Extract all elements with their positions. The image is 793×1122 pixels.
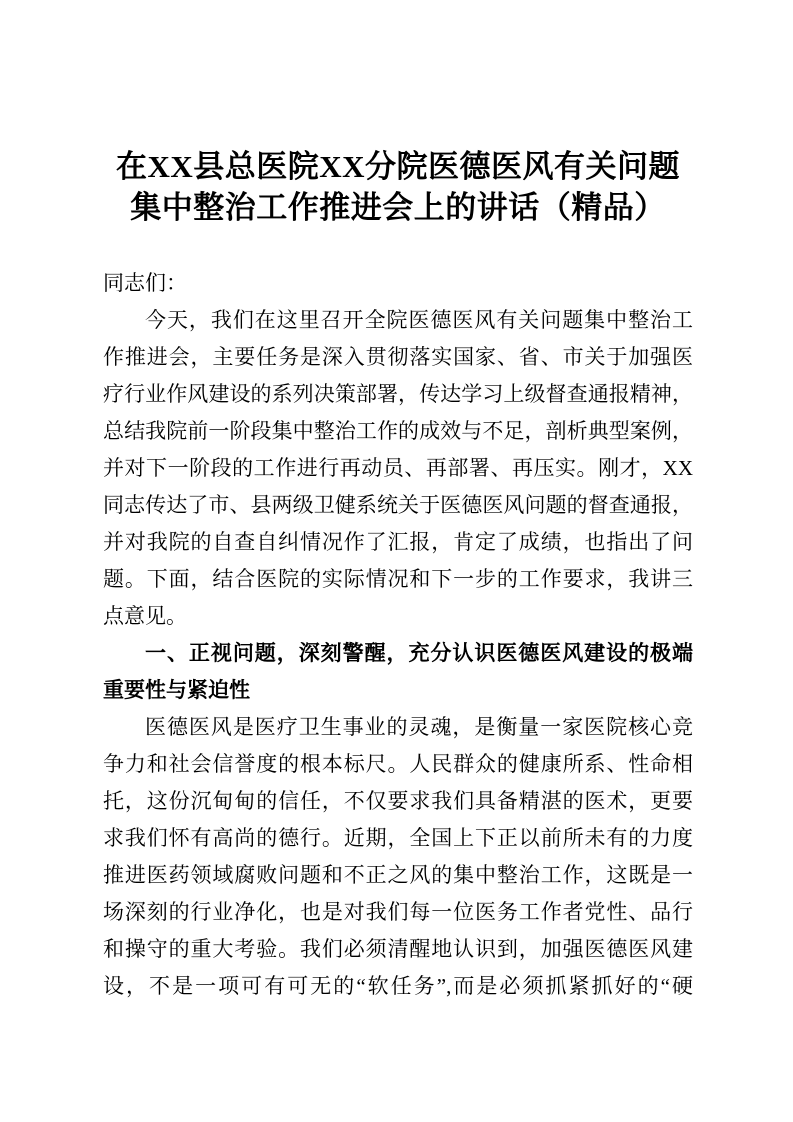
document-title-line-2: 集中整治工作推进会上的讲话（精品）	[130, 190, 666, 225]
paragraph-line: 题。下面，结合医院的实际情况和下一步的工作要求，我讲三	[103, 567, 693, 591]
paragraph-line: 同志传达了市、县两级卫健系统关于医德医风问题的督查通报，	[103, 493, 693, 517]
section-heading-1	[103, 635, 693, 709]
paragraph-line: 医德医风是医疗卫生事业的灵魂，是衡量一家医院核心竞	[145, 715, 693, 739]
document-title-line-1: 在XX县总医院XX分院医德医风有关问题	[115, 149, 681, 184]
paragraph-line: 今天，我们在这里召开全院医德医风有关问题集中整治工	[145, 308, 693, 332]
paragraph-line: 疗行业作风建设的系列决策部署，传达学习上级督查通报精神，	[103, 382, 693, 406]
paragraph-line: 作推进会，主要任务是深入贯彻落实国家、省、市关于加强医	[103, 345, 693, 369]
paragraph-line: 并对下一阶段的工作进行再动员、再部署、再压实。刚才，XX	[103, 456, 693, 480]
section-heading-line: 重要性与紧迫性	[103, 678, 250, 702]
paragraph-line: 并对我院的自查自纠情况作了汇报，肯定了成绩，也指出了问	[103, 530, 693, 554]
paragraph-line: 点意见。	[103, 604, 187, 628]
salutation: 同志们：	[103, 271, 187, 295]
paragraph-2	[103, 709, 693, 1005]
paragraph-1	[103, 302, 693, 635]
document-title	[103, 146, 693, 228]
section-heading-line: 一、正视问题，深刻警醒，充分认识医德医风建设的极端	[145, 641, 693, 665]
paragraph-line: 总结我院前一阶段集中整治工作的成效与不足，剖析典型案例，	[103, 419, 693, 443]
document-body	[103, 265, 693, 1005]
paragraph-line: 设，不是一项可有可无的“软任务”,而是必须抓紧抓好的“硬	[103, 974, 693, 998]
document-content	[103, 146, 693, 1005]
paragraph-line: 争力和社会信誉度的根本标尺。人民群众的健康所系、性命相	[103, 752, 693, 776]
paragraph-line: 托，这份沉甸甸的信任，不仅要求我们具备精湛的医术，更要	[103, 789, 693, 813]
paragraph-line: 推进医药领域腐败问题和不正之风的集中整治工作，这既是一	[103, 863, 693, 887]
paragraph-line: 求我们怀有高尚的德行。近期，全国上下正以前所未有的力度	[103, 826, 693, 850]
paragraph-line: 和操守的重大考验。我们必须清醒地认识到，加强医德医风建	[103, 937, 693, 961]
paragraph-line: 场深刻的行业净化，也是对我们每一位医务工作者党性、品行	[103, 900, 693, 924]
